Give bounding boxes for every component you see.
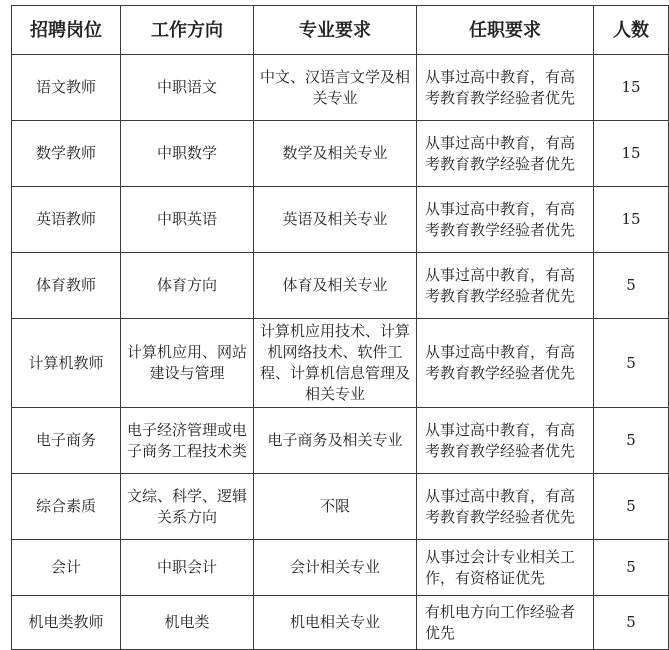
cell-requirement: 从事过会计专业相关工作，有资格证优先 xyxy=(417,540,594,596)
cell-direction: 中职会计 xyxy=(121,540,254,596)
cell-position: 英语教师 xyxy=(12,187,121,253)
cell-position: 电子商务 xyxy=(12,408,121,474)
table-row xyxy=(12,596,669,650)
table-row xyxy=(12,121,669,187)
cell-direction: 中职英语 xyxy=(121,187,254,253)
table-header-row xyxy=(12,6,669,55)
cell-count: 5 xyxy=(594,540,669,596)
cell-requirement: 从事过高中教育，有高考教育教学经验者优先 xyxy=(417,55,594,121)
cell-major: 中文、汉语言文学及相关专业 xyxy=(254,55,417,121)
cell-position: 数学教师 xyxy=(12,121,121,187)
cell-major: 会计相关专业 xyxy=(254,540,417,596)
cell-position: 会计 xyxy=(12,540,121,596)
header-requirement: 任职要求 xyxy=(417,6,594,55)
cell-count: 5 xyxy=(594,319,669,408)
header-count: 人数 xyxy=(594,6,669,55)
cell-direction: 中职语文 xyxy=(121,55,254,121)
cell-position: 机电类教师 xyxy=(12,596,121,650)
header-major: 专业要求 xyxy=(254,6,417,55)
table-row xyxy=(12,253,669,319)
cell-requirement: 从事过高中教育，有高考教育教学经验者优先 xyxy=(417,187,594,253)
cell-count: 15 xyxy=(594,187,669,253)
cell-major: 机电相关专业 xyxy=(254,596,417,650)
cell-direction: 中职数学 xyxy=(121,121,254,187)
cell-position: 语文教师 xyxy=(12,55,121,121)
cell-major: 计算机应用技术、计算机网络技术、软件工程、计算机信息管理及相关专业 xyxy=(254,319,417,408)
cell-count: 15 xyxy=(594,55,669,121)
table-row xyxy=(12,319,669,408)
cell-requirement: 从事过高中教育，有高考教育教学经验者优先 xyxy=(417,474,594,540)
cell-requirement: 从事过高中教育，有高考教育教学经验者优先 xyxy=(417,253,594,319)
cell-major: 体育及相关专业 xyxy=(254,253,417,319)
recruitment-table xyxy=(11,5,669,650)
header-position: 招聘岗位 xyxy=(12,6,121,55)
cell-major: 英语及相关专业 xyxy=(254,187,417,253)
table-row xyxy=(12,408,669,474)
cell-count: 5 xyxy=(594,596,669,650)
cell-count: 15 xyxy=(594,121,669,187)
cell-requirement: 从事过高中教育，有高考教育教学经验者优先 xyxy=(417,319,594,408)
cell-count: 5 xyxy=(594,474,669,540)
cell-direction: 机电类 xyxy=(121,596,254,650)
table-row xyxy=(12,55,669,121)
cell-count: 5 xyxy=(594,408,669,474)
cell-requirement: 有机电方向工作经验者优先 xyxy=(417,596,594,650)
recruitment-table-container xyxy=(11,5,649,650)
cell-direction: 电子经济管理或电子商务工程技术类 xyxy=(121,408,254,474)
cell-direction: 文综、科学、逻辑关系方向 xyxy=(121,474,254,540)
cell-position: 体育教师 xyxy=(12,253,121,319)
cell-requirement: 从事过高中教育，有高考教育教学经验者优先 xyxy=(417,408,594,474)
table-row xyxy=(12,540,669,596)
cell-requirement: 从事过高中教育，有高考教育教学经验者优先 xyxy=(417,121,594,187)
cell-count: 5 xyxy=(594,253,669,319)
cell-major: 数学及相关专业 xyxy=(254,121,417,187)
header-direction: 工作方向 xyxy=(121,6,254,55)
cell-position: 综合素质 xyxy=(12,474,121,540)
cell-position: 计算机教师 xyxy=(12,319,121,408)
table-row xyxy=(12,474,669,540)
table-row xyxy=(12,187,669,253)
cell-major: 电子商务及相关专业 xyxy=(254,408,417,474)
cell-major: 不限 xyxy=(254,474,417,540)
cell-direction: 计算机应用、网站建设与管理 xyxy=(121,319,254,408)
cell-direction: 体育方向 xyxy=(121,253,254,319)
